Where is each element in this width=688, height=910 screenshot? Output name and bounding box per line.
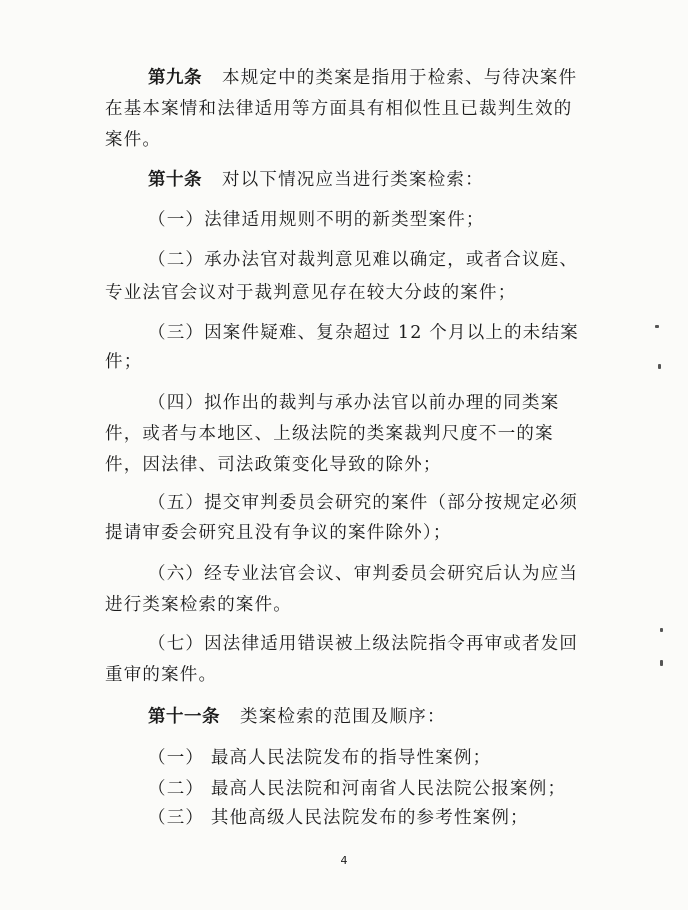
article10-item4-line3: 件，因法律、司法政策变化导致的除外； (105, 455, 442, 475)
article10-intro: 对以下情况应当进行类案检索： (222, 170, 484, 190)
article10-item2-line2: 专业法官会议对于裁判意见存在较大分歧的案件； (105, 283, 517, 303)
article11-intro: 类案检索的范围及顺序： (240, 707, 446, 727)
article9-line2: 在基本案情和法律适用等方面具有相似性且已裁判生效的 (105, 99, 573, 119)
article9-heading: 第九条 (148, 68, 202, 88)
article10-item4-line1: （四）拟作出的裁判与承办法官以前办理的同类案 (148, 393, 560, 413)
article10-item7-line2: 重审的案件。 (105, 665, 218, 685)
article10-item4-line2: 件，或者与本地区、上级法院的类案裁判尺度不一的案 (105, 424, 554, 444)
article9-text-1: 本规定中的类案是指用于检索、与待决案件 (222, 68, 578, 88)
article10-item6-line1: （六）经专业法官会议、审判委员会研究后认为应当 (148, 564, 579, 584)
scan-speck (658, 364, 661, 369)
article10-item6-line2: 进行类案检索的案件。 (105, 595, 292, 615)
scan-speck (655, 325, 659, 328)
article11-item3: （三） 其他高级人民法院发布的参考性案例； (148, 808, 529, 828)
article11-line1 (148, 705, 446, 729)
article9-line1 (148, 66, 577, 90)
article10-item5-line2: 提请审委会研究且没有争议的案件除外）； (105, 523, 452, 543)
article10-item7-line1: （七）因法律适用错误被上级法院指令再审或者发回 (148, 634, 579, 654)
article10-item2-line1: （二）承办法官对裁判意见难以确定，或者合议庭、 (148, 250, 579, 270)
article10-item1: （一）法律适用规则不明的新类型案件； (148, 210, 485, 230)
article11-item2: （二） 最高人民法院和河南省人民法院公报案例； (148, 779, 567, 799)
article10-item3-line1: （三）因案件疑难、复杂超过 12 个月以上的未结案 (148, 323, 579, 343)
article10-heading: 第十条 (148, 170, 202, 190)
article10-line1 (148, 168, 484, 192)
scan-speck (660, 628, 663, 632)
page-number: 4 (340, 854, 348, 867)
article10-item3-line2: 件； (105, 352, 143, 372)
article11-heading: 第十一条 (148, 707, 220, 727)
scan-speck (660, 660, 663, 666)
article10-item5-line1: （五）提交审判委员会研究的案件（部分按规定必须 (148, 493, 579, 513)
article9-line3: 案件。 (105, 130, 162, 150)
article11-item1: （一） 最高人民法院发布的指导性案例； (148, 748, 492, 768)
